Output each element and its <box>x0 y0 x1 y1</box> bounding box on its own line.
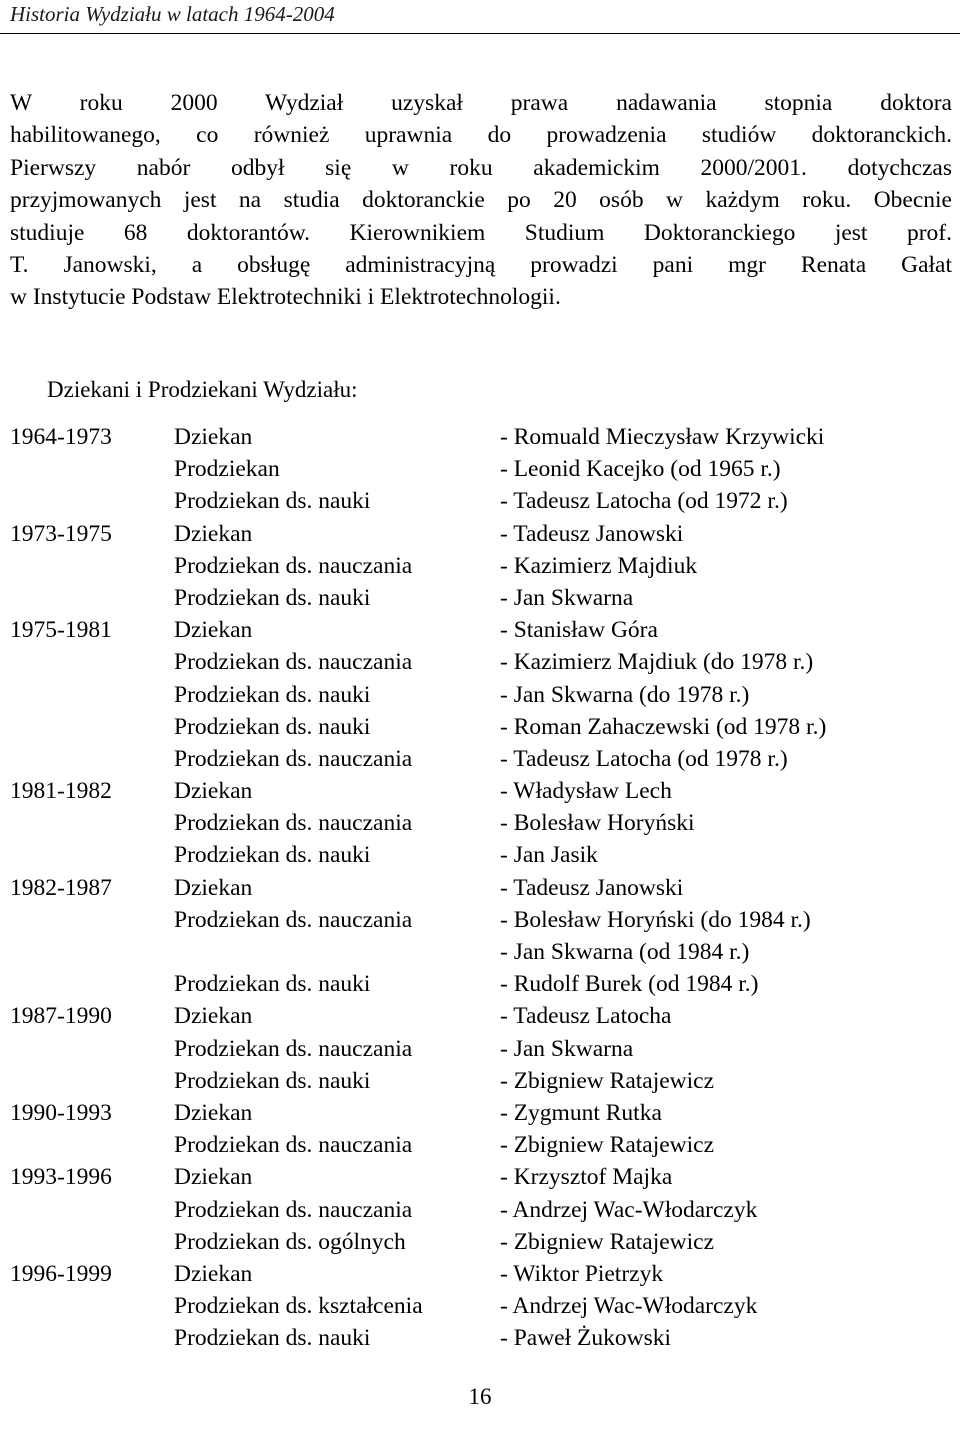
person-name: - Zbigniew Ratajewicz <box>500 1067 715 1094</box>
role-label: Dziekan <box>174 874 253 901</box>
paragraph-line: T. Janowski, a obsługę administracyjną prowadzi pani mgr Renata Gałat <box>10 251 952 278</box>
term-period: 1982-1987 <box>10 874 112 901</box>
person-name: - Wiktor Pietrzyk <box>500 1260 664 1287</box>
person-name: - Stanisław Góra <box>500 617 658 644</box>
person-name: - Bolesław Horyński (do 1984 r.) <box>500 906 811 933</box>
role-label: Dziekan <box>174 1003 253 1030</box>
role-label: Dziekan <box>174 1099 253 1126</box>
list-item <box>10 518 952 550</box>
paragraph-line: Pierwszy nabór odbył się w roku akademickim 2000/2001. dotychczas <box>10 154 952 181</box>
deans-list <box>10 421 952 1354</box>
role-label: Prodziekan ds. nauczania <box>174 552 413 579</box>
person-name: - Tadeusz Latocha (od 1972 r.) <box>500 488 788 515</box>
list-item <box>10 646 952 678</box>
list-item <box>10 1129 952 1161</box>
list-item <box>10 485 952 517</box>
person-name: - Kazimierz Majdiuk <box>500 552 698 579</box>
person-name: - Jan Skwarna (od 1984 r.) <box>500 939 750 965</box>
person-name: - Jan Skwarna (do 1978 r.) <box>500 681 750 708</box>
person-name: - Andrzej Wac-Włodarczyk <box>500 1293 758 1320</box>
role-label: Prodziekan ds. ogólnych <box>174 1228 406 1255</box>
role-label: Prodziekan ds. nauki <box>174 713 371 740</box>
section-heading: Dziekani i Prodziekani Wydziału: <box>47 377 358 402</box>
person-name: - Paweł Żukowski <box>500 1325 672 1352</box>
list-item <box>10 582 952 614</box>
paragraph-line: w Instytucie Podstaw Elektrotechniki i Elektrotechnologii. <box>10 284 561 311</box>
list-item <box>10 550 952 582</box>
role-label: Dziekan <box>174 617 253 644</box>
list-item <box>10 421 952 453</box>
role-label: Dziekan <box>174 424 253 450</box>
role-label: Dziekan <box>174 1164 253 1191</box>
paragraph-line: studiuje 68 doktorantów. Kierownikiem Studium Doktoranckiego jest prof. <box>10 219 952 246</box>
term-period: 1996-1999 <box>10 1260 112 1287</box>
person-name: - Jan Skwarna <box>500 1035 634 1062</box>
paragraph-line: habilitowanego, co również uprawnia do prowadzenia studiów doktoranckich. <box>10 122 952 149</box>
list-item <box>10 1194 952 1226</box>
term-period: 1981-1982 <box>10 778 112 805</box>
role-label: Prodziekan ds. nauczania <box>174 745 413 772</box>
list-item <box>10 1000 952 1032</box>
term-period: 1975-1981 <box>10 617 112 644</box>
list-item <box>10 1033 952 1065</box>
person-name: - Leonid Kacejko (od 1965 r.) <box>500 456 781 483</box>
list-item <box>10 807 952 839</box>
person-name: - Kazimierz Majdiuk (do 1978 r.) <box>500 649 814 676</box>
list-item <box>10 743 952 775</box>
person-name: - Zbigniew Ratajewicz <box>500 1228 715 1255</box>
paragraph-line: przyjmowanych jest na studia doktoranckie po 20 osób w każdym roku. Obecnie <box>10 187 952 214</box>
page-header <box>0 0 960 34</box>
term-period: 1987-1990 <box>10 1003 112 1030</box>
role-label: Prodziekan ds. nauki <box>174 1325 371 1352</box>
header-divider <box>0 33 960 34</box>
list-item <box>10 872 952 904</box>
role-label: Prodziekan <box>174 456 280 483</box>
person-name: - Krzysztof Majka <box>500 1164 673 1191</box>
role-label: Prodziekan ds. nauczania <box>174 906 413 933</box>
person-name: - Tadeusz Latocha <box>500 1003 672 1030</box>
list-item <box>10 1322 952 1354</box>
person-name: - Władysław Lech <box>500 778 672 805</box>
role-label: Dziekan <box>174 520 253 547</box>
person-name: - Romuald Mieczysław Krzywicki <box>500 424 825 450</box>
term-period: 1973-1975 <box>10 520 112 547</box>
role-label: Prodziekan ds. kształcenia <box>174 1293 423 1320</box>
list-item <box>10 839 952 871</box>
term-period: 1964-1973 <box>10 424 112 450</box>
list-item <box>10 1226 952 1258</box>
list-item <box>10 453 952 485</box>
role-label: Prodziekan ds. nauczania <box>174 1196 413 1223</box>
list-item <box>10 1161 952 1193</box>
person-name: - Tadeusz Latocha (od 1978 r.) <box>500 745 788 772</box>
role-label: Prodziekan ds. nauczania <box>174 1132 413 1159</box>
role-label: Prodziekan ds. nauczania <box>174 649 413 676</box>
list-item <box>10 679 952 711</box>
paragraph-line: W roku 2000 Wydział uzyskał prawa nadawania stopnia doktora <box>10 90 952 116</box>
list-item <box>10 614 952 646</box>
role-label: Prodziekan ds. nauczania <box>174 810 413 837</box>
list-item <box>10 1065 952 1097</box>
list-item <box>10 775 952 807</box>
person-name: - Rudolf Burek (od 1984 r.) <box>500 971 759 998</box>
list-item <box>10 968 952 1000</box>
list-item <box>10 1258 952 1290</box>
person-name: - Bolesław Horyński <box>500 810 695 837</box>
person-name: - Jan Skwarna <box>500 584 634 611</box>
list-item <box>10 936 952 968</box>
header-title: Historia Wydziału w latach 1964-2004 <box>10 2 335 26</box>
person-name: - Tadeusz Janowski <box>500 874 684 901</box>
role-label: Prodziekan ds. nauki <box>174 842 371 869</box>
person-name: - Roman Zahaczewski (od 1978 r.) <box>500 713 827 740</box>
person-name: - Zbigniew Ratajewicz <box>500 1132 715 1159</box>
page-number: 16 <box>468 1384 492 1409</box>
role-label: Prodziekan ds. nauki <box>174 488 371 515</box>
list-item <box>10 1097 952 1129</box>
term-period: 1990-1993 <box>10 1099 112 1126</box>
list-item <box>10 711 952 743</box>
person-name: - Zygmunt Rutka <box>500 1099 662 1126</box>
person-name: - Tadeusz Janowski <box>500 520 684 547</box>
role-label: Prodziekan ds. nauki <box>174 584 371 611</box>
role-label: Prodziekan ds. nauki <box>174 1067 371 1094</box>
list-item <box>10 1290 952 1322</box>
role-label: Prodziekan ds. nauki <box>174 971 371 998</box>
list-item <box>10 904 952 936</box>
term-period: 1993-1996 <box>10 1164 112 1191</box>
person-name: - Andrzej Wac-Włodarczyk <box>500 1196 758 1223</box>
role-label: Dziekan <box>174 1260 253 1287</box>
person-name: - Jan Jasik <box>500 842 598 869</box>
role-label: Prodziekan ds. nauczania <box>174 1035 413 1062</box>
role-label: Prodziekan ds. nauki <box>174 681 371 708</box>
role-label: Dziekan <box>174 778 253 805</box>
intro-paragraph <box>10 87 952 314</box>
